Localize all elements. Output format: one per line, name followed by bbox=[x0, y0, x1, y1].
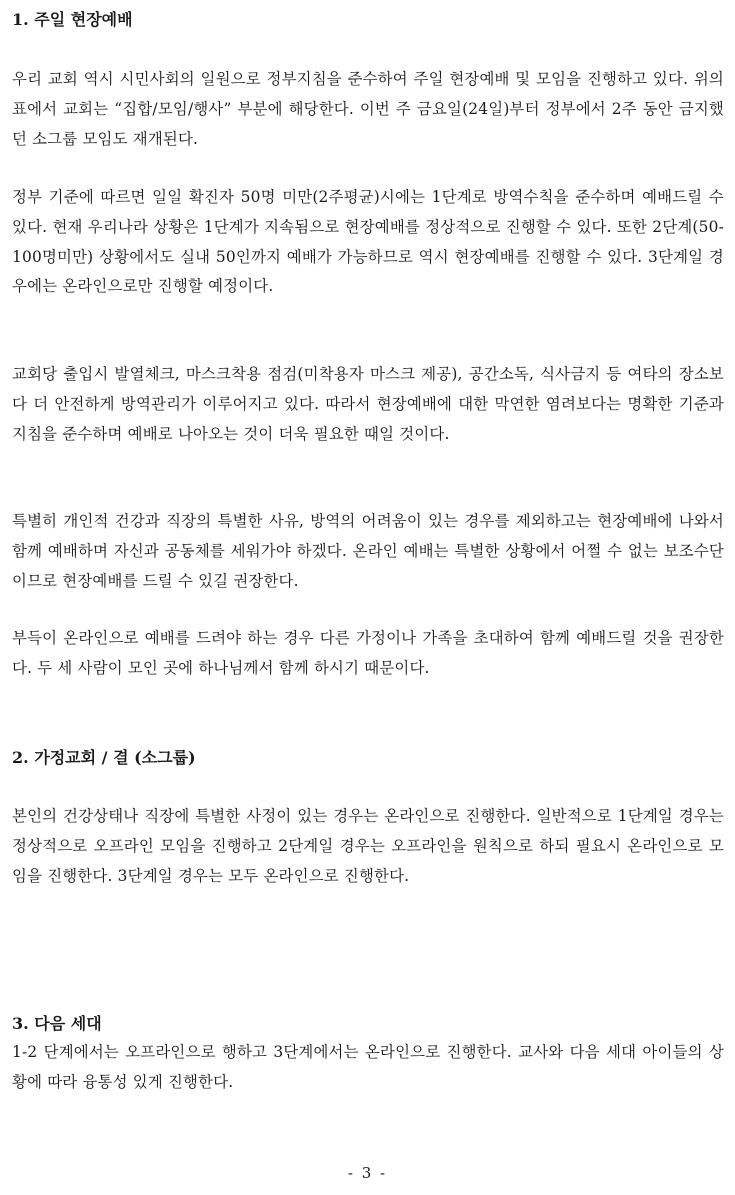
section-2-paragraph-1: 본인의 건강상태나 직장에 특별한 사정이 있는 경우는 온라인으로 진행한다. 일반적으로 1단계일 경우는 정상적으로 오프라인 모임을 진행하고 2단계일 경우는 오프라인을 원칙으로 하되 필요시 온라인으로 모임을 진행한다. 3단계일 경우는 모두 온라인으로 진행한다. bbox=[12, 807, 724, 885]
page-number: - 3 - bbox=[347, 1164, 388, 1182]
section-3-paragraph-1: 1-2 단계에서는 오프라인으로 행하고 3단계에서는 온라인으로 진행한다. 교사와 다음 세대 아이들의 상황에 따라 융통성 있게 진행한다. bbox=[12, 1043, 724, 1091]
section-1-heading: 1. 주일 현장예배 bbox=[12, 10, 133, 29]
section-1-paragraph-3: 교회당 출입시 발열체크, 마스크착용 점검(미착용자 마스크 제공), 공간소독, 식사금지 등 여타의 장소보다 더 안전하게 방역관리가 이루어지고 있다. 따라서 현장예배에 대한 막연한 염려보다는 명확한 기준과 지침을 준수하며 예배로 나아오는 것이 더욱 필요한 때일 것이다. bbox=[12, 365, 724, 443]
section-1-paragraph-5: 부득이 온라인으로 예배를 드려야 하는 경우 다른 가정이나 가족을 초대하여 함께 예배드릴 것을 권장한다. 두 세 사람이 모인 곳에 하나님께서 함께 하시기 때문이다. bbox=[12, 629, 724, 677]
section-1-paragraph-2: 정부 기준에 따르면 일일 확진자 50명 미만(2주평균)시에는 1단계로 방역수칙을 준수하며 예배드릴 수 있다. 현재 우리나라 상황은 1단계가 지속됨으로 현장예배를 정상적으로 진행할 수 있다. 또한 2단계(50-100명미만) 상황에서도 실내 50인까지 예배가 가능하므로 역시 현장예배를 진행할 수 있다. 3단계일 경우에는 온라인으로만 진행할 예정이다. bbox=[12, 188, 724, 296]
section-1-paragraph-1: 우리 교회 역시 시민사회의 일원으로 정부지침을 준수하여 주일 현장예배 및 모임을 진행하고 있다. 위의 표에서 교회는 “집합/모임/행사” 부분에 해당한다. 이번 주 금요일(24일)부터 정부에서 2주 동안 금지했던 소그룹 모임도 재개된다. bbox=[12, 70, 724, 148]
section-3-heading: 3. 다음 세대 bbox=[12, 1014, 102, 1033]
section-2-heading: 2. 가정교회 / 결 (소그룹) bbox=[12, 748, 196, 767]
section-1-paragraph-4: 특별히 개인적 건강과 직장의 특별한 사유, 방역의 어려움이 있는 경우를 제외하고는 현장예배에 나와서 함께 예배하며 자신과 공동체를 세워가야 하겠다. 온라인 예배는 특별한 상황에서 어쩔 수 없는 보조수단이므로 현장예배를 드릴 수 있길 권장한다. bbox=[12, 512, 724, 590]
